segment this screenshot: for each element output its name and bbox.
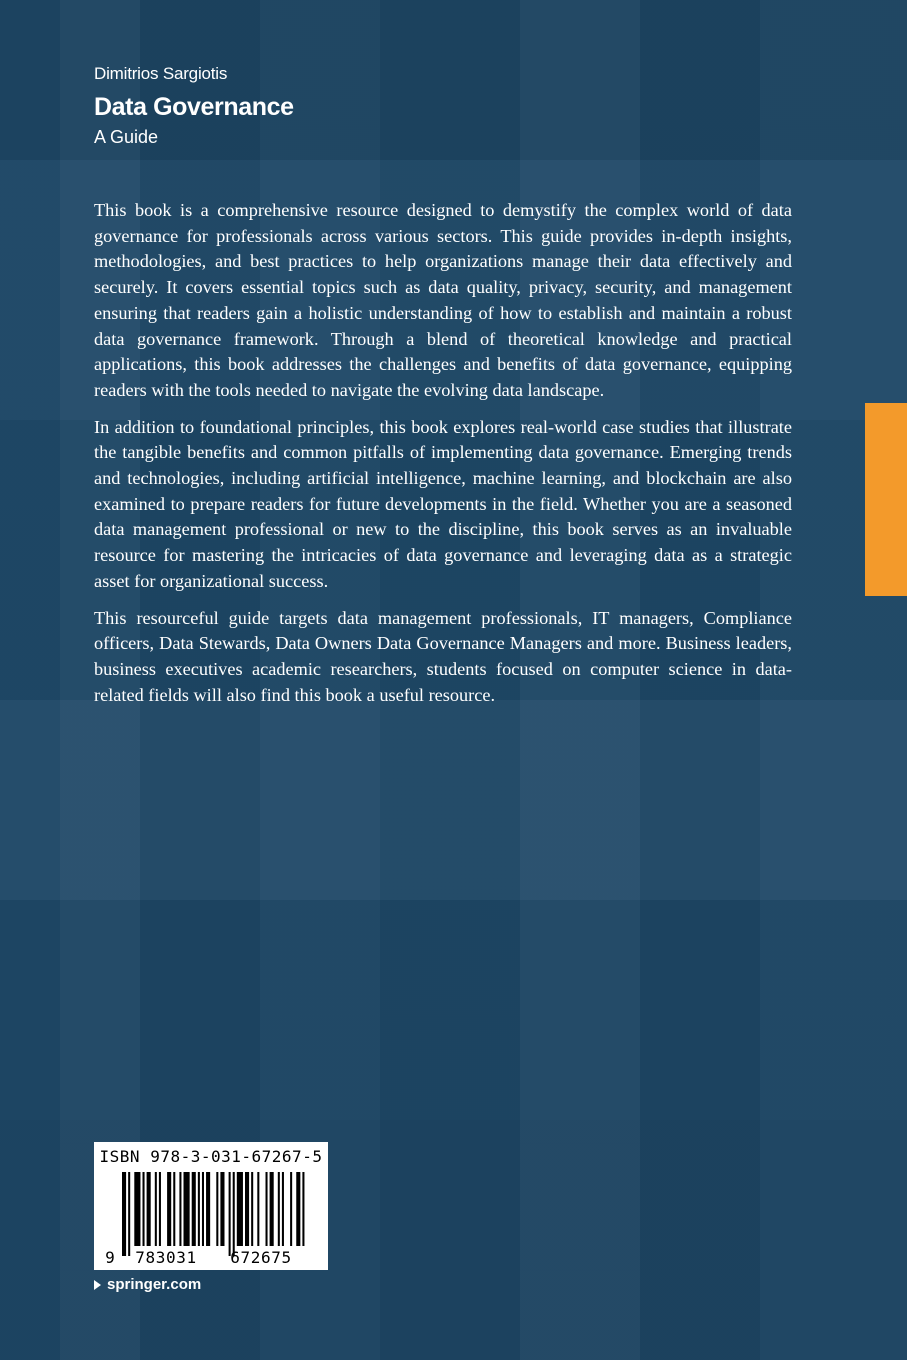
barcode-bar [173, 1172, 175, 1246]
barcode-bars [94, 1142, 328, 1270]
publisher-url: springer.com [107, 1276, 202, 1293]
barcode-bar [229, 1172, 231, 1256]
barcode-digits-right: 672675 [230, 1248, 292, 1267]
barcode-bar [296, 1172, 300, 1246]
barcode-bar [290, 1172, 292, 1246]
blurb-paragraph-2: In addition to foundational principles, this book explores real-world case studies that illustrate the tangible benefits and common pitfalls of implementing data governance. Emerging trends and technologies, including artificial intelligence, machine learning, and blockchain are also examined to prepare readers for future developments in the field. Whether you are a seasoned data management professional or new to the discipline, this book serves as an invaluable resource for mastering the intricacies of data governance and leveraging data as a strategic asset for organizational success. [94, 416, 792, 591]
blurb-paragraph-3: This resourceful guide targets data management professionals, IT managers, Compliance officers, Data Stewards, Data Owners Data Governance Managers and more. Business leaders, business executives academic researchers, students focused on computer science in data-related fields will also find this book a useful resource. [94, 607, 792, 705]
barcode-bar [202, 1172, 204, 1246]
book-subtitle: A Guide [94, 127, 159, 147]
barcode-bar [216, 1172, 218, 1246]
barcode-bar [278, 1172, 280, 1246]
barcode-bar [237, 1172, 243, 1246]
barcode-bar [179, 1172, 181, 1246]
barcode-bar [251, 1172, 253, 1246]
barcode-bar [270, 1172, 274, 1246]
barcode-bar [257, 1172, 259, 1246]
barcode-bar [282, 1172, 284, 1246]
barcode-bar [167, 1172, 171, 1246]
barcode-bar [233, 1172, 235, 1256]
barcode-bar [128, 1172, 130, 1256]
publisher-link[interactable] [94, 1276, 201, 1293]
barcode-bar [206, 1172, 210, 1246]
barcode-bar [198, 1172, 200, 1246]
barcode-bar [147, 1172, 151, 1246]
barcode-bar [122, 1172, 126, 1256]
barcode-bar [220, 1172, 224, 1246]
triangle-right-icon [94, 1280, 101, 1290]
orange-spine-tab [865, 403, 907, 596]
blurb-paragraph-1: This book is a comprehensive resource designed to demystify the complex world of data governance for professionals across various sectors. This guide provides in-depth insights, methodologies, and best practices to help organizations manage their data effectively and securely. It covers essential topics such as data quality, privacy, security, and management ensuring that readers gain a holistic understanding of how to establish and maintain a robust data governance framework. Through a blend of theoretical knowledge and practical applications, this book addresses the challenges and benefits of data governance, equipping readers with the tools needed to navigate the evolving data landscape. [94, 200, 792, 400]
barcode-digits-left: 783031 [135, 1248, 197, 1267]
author-name: Dimitrios Sargiotis [94, 64, 228, 83]
barcode-bar [159, 1172, 161, 1246]
barcode-bar [245, 1172, 249, 1246]
barcode-bar [143, 1172, 145, 1246]
barcode-bar [302, 1172, 304, 1246]
book-title: Data Governance [94, 93, 294, 121]
blurb-text [94, 198, 792, 719]
isbn-barcode [94, 1142, 328, 1270]
barcode-bar [266, 1172, 268, 1246]
barcode-bar [134, 1172, 140, 1246]
barcode-digit-first: 9 [105, 1248, 115, 1267]
isbn-label: ISBN 978-3-031-67267-5 [99, 1147, 323, 1166]
barcode-bar [192, 1172, 196, 1246]
barcode-bar [155, 1172, 157, 1246]
barcode-bar [184, 1172, 190, 1246]
